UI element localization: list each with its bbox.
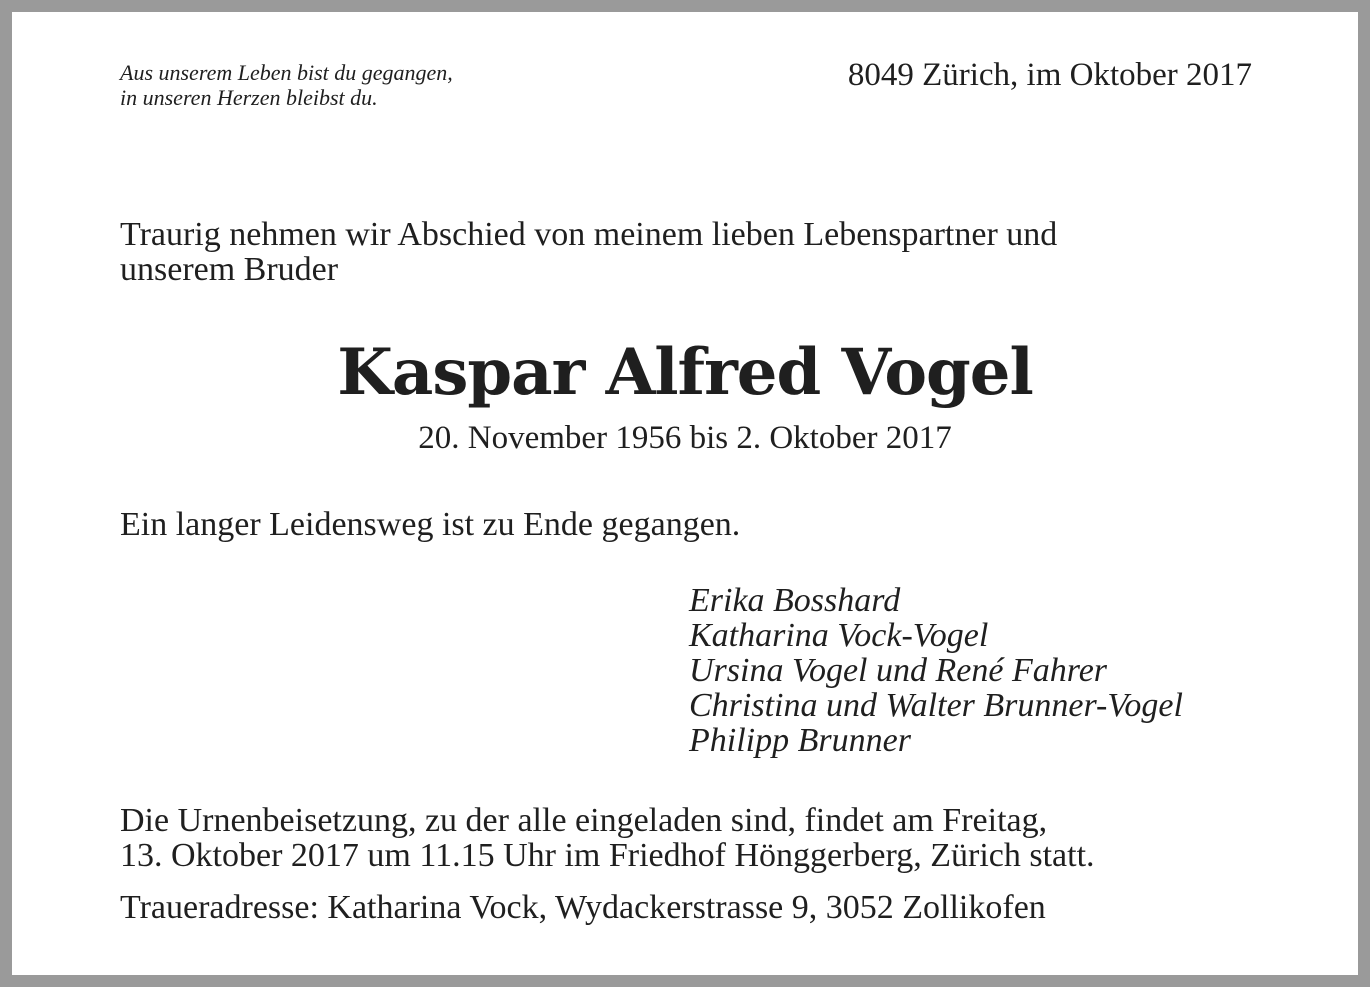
closing-statement: Ein langer Leidensweg ist zu Ende gegangen. <box>120 506 741 543</box>
ceremony-details <box>120 803 1252 873</box>
mourner-name: Christina und Walter Brunner-Vogel <box>689 687 1183 724</box>
mourner-name: Ursina Vogel und René Fahrer <box>689 652 1108 689</box>
intro-text <box>120 217 1252 287</box>
motto-verse <box>120 60 453 110</box>
ceremony-line-2: 13. Oktober 2017 um 11.15 Uhr im Friedhof Hönggerberg, Zürich statt. <box>120 837 1095 874</box>
motto-line-2: in unseren Herzen bleibst du. <box>120 85 378 110</box>
mourner-name: Philipp Brunner <box>689 722 911 759</box>
obituary-card <box>12 12 1358 975</box>
lifespan-dates: 20. November 1956 bis 2. Oktober 2017 <box>418 420 952 456</box>
mourners-list <box>689 583 1183 758</box>
intro-line-1: Traurig nehmen wir Abschied von meinem lieben Lebenspartner und <box>120 216 1058 253</box>
mourning-address: Traueradresse: Katharina Vock, Wydackerstrasse 9, 3052 Zollikofen <box>120 889 1046 926</box>
motto-line-1: Aus unserem Leben bist du gegangen, <box>120 60 453 85</box>
intro-line-2: unserem Bruder <box>120 251 339 288</box>
mourner-name: Katharina Vock-Vogel <box>689 617 989 654</box>
place-and-date: 8049 Zürich, im Oktober 2017 <box>847 57 1252 93</box>
ceremony-line-1: Die Urnenbeisetzung, zu der alle eingeladen sind, findet am Freitag, <box>120 802 1048 839</box>
mourner-name: Erika Bosshard <box>689 582 901 619</box>
deceased-name: Kaspar Alfred Vogel <box>337 335 1033 410</box>
